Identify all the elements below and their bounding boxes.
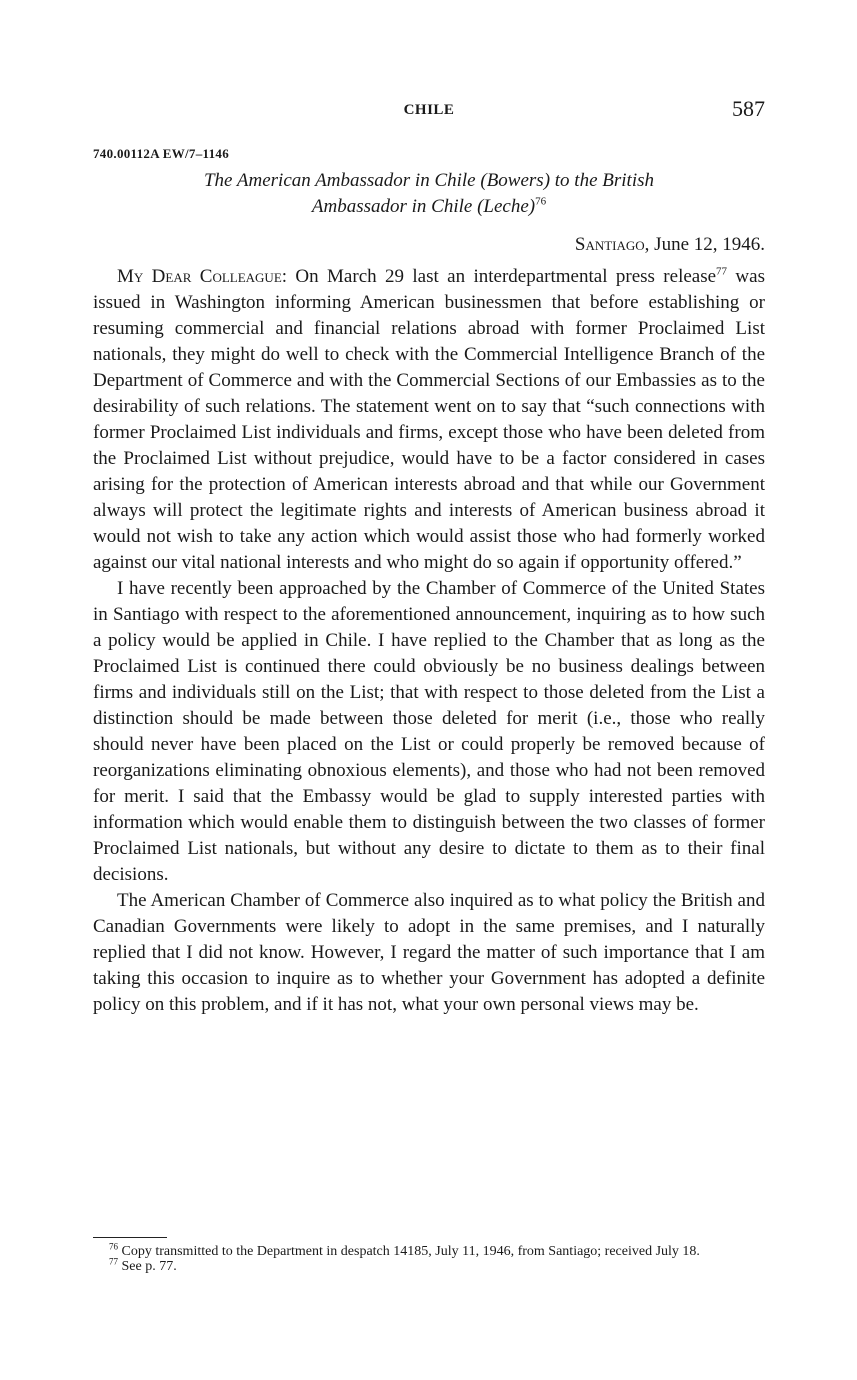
file-number: 740.00112A EW/7–1146 xyxy=(93,146,230,161)
dateline-city: Santiago xyxy=(574,234,645,255)
paragraph-3: The American Chamber of Commerce also inquired as to what policy the British and Canadian Governments were likely to adopt in the same premises, and I naturally replied that I did not know. However, I regard the matter of such importance that I am taking this occasion to inquire as to whether your Government has adopted a definite policy on this problem, and if it has not, what your own personal views may be. xyxy=(93,890,765,1015)
page-header xyxy=(93,96,765,126)
title-line-1: The American Ambassador in Chile (Bowers) to the British xyxy=(203,170,654,191)
salutation: My Dear Colleague xyxy=(117,266,282,287)
letter-body xyxy=(93,264,765,1018)
paragraph-1 xyxy=(93,264,765,576)
title-line-2 xyxy=(93,194,765,220)
footnote-76-mark: 76 xyxy=(109,1241,118,1252)
paragraph-2: I have recently been approached by the Chamber of Commerce of the United States in Santiago with respect to the aforementioned announcement, inquiring as to how such a policy would be applied in Chile. I have replied to the Chamber that as long as the Proclaimed List is continued there could obviously be no business dealings between firms and individuals still on the List; that with respect to those deleted from the List a distinction should be made between those deleted for merit (i.e., those who really should never have been placed on the List or could properly be removed because of reorganizations eliminating obnoxious elements), and those who had not been removed for merit. I said that the Embassy would be glad to supply interested parties with information which would enable them to distinguish between the two classes of former Proclaimed List nationals, but without any desire to dictate to them as to their final decisions. xyxy=(93,578,765,885)
paragraph-1-part-2: was issued in Washington informing American businessmen that before establishing or resuming commercial and financial relations abroad with former Proclaimed List nationals, they might do well to check with the Commercial Intelligence Branch of the Department of Commerce and with the Commercial Sections of our Embassies as to the desirability of such relations. The statement went on to say that “such connections with former Proclaimed List individuals and firms, except those who have been deleted from the Proclaimed List without prejudice, would have to be a factor considered in cases arising for the protection of American interests abroad and that while our Government always will protect the legitimate rights and interests of American business abroad it would not wish to take any action which would assist those who had formerly worked against our vital national interests and who might do so again if opportunity offered.” xyxy=(93,266,765,573)
page-number: 587 xyxy=(732,96,765,121)
title-line-2-text: Ambassador in Chile (Leche) xyxy=(311,196,536,217)
paragraph-1-part-1: : On March 29 last an interdepartmental press release xyxy=(281,266,717,287)
footnote-77-mark: 77 xyxy=(109,1256,118,1267)
title-footnote-ref: 76 xyxy=(535,195,547,208)
document-title xyxy=(93,168,765,220)
footnote-76-text: Copy transmitted to the Department in despatch 14185, July 11, 1946, from Santiago; received July 18. xyxy=(121,1244,700,1259)
footnote-ref-77: 77 xyxy=(716,265,728,278)
dateline-date: , June 12, 1946. xyxy=(644,234,765,255)
footnote-divider xyxy=(93,1237,167,1238)
footnote-77 xyxy=(93,1256,765,1274)
dateline xyxy=(575,234,765,256)
running-head: CHILE xyxy=(403,102,455,118)
footnotes xyxy=(93,1241,765,1274)
footnote-77-text: See p. 77. xyxy=(121,1259,177,1274)
footnote-76 xyxy=(93,1241,765,1259)
